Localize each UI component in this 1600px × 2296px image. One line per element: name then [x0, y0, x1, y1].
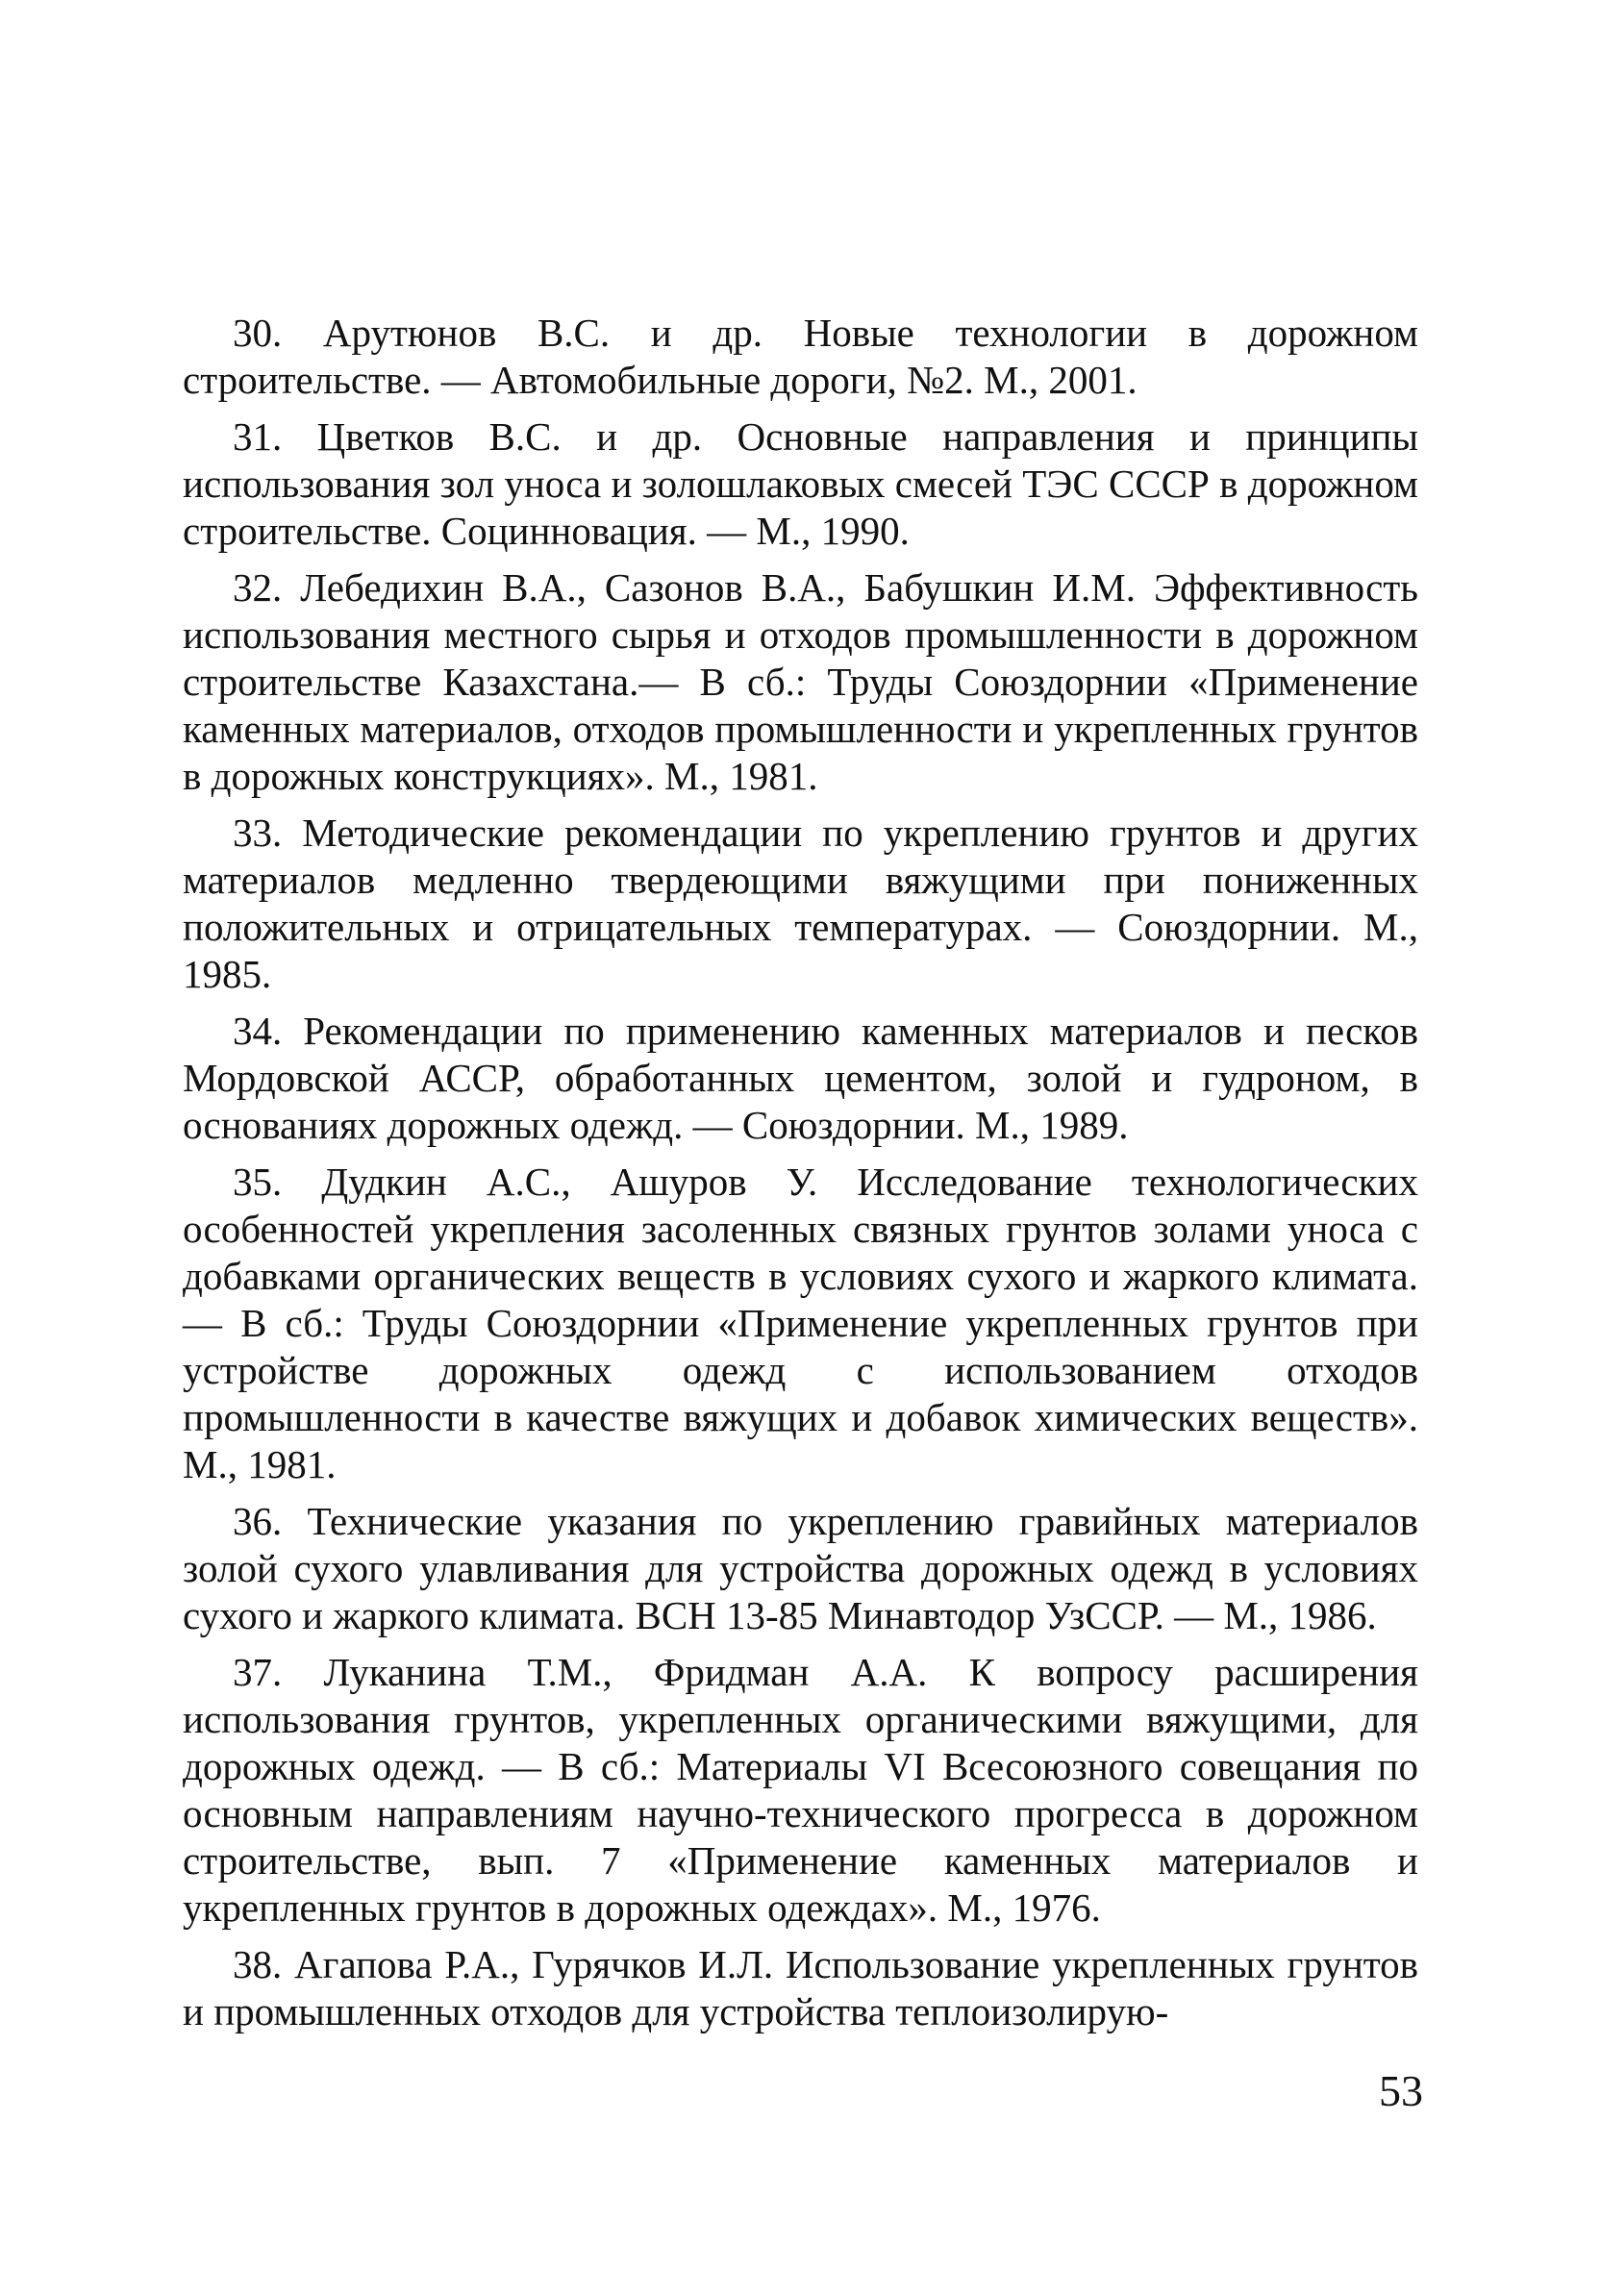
reference-item: 37. Луканина Т.М., Фридман А.А. К вопросу расширения использования грунтов, укрепленных органическими вяжущими, для дорожных одежд. — В сб.: Материалы VI Всесоюзного совещания по основным направлениям научно-технического прогресса в дорожном строительстве, вып. 7 «Применение каменных материалов и укрепленных грунтов в дорожных одеждах». М., 1976.: [183, 1650, 1418, 1930]
reference-item: 38. Агапова Р.А., Гурячков И.Л. Использование укрепленных грунтов и промышленных отходов для устройства теплоизолирую-: [183, 1942, 1418, 2034]
reference-list: [183, 310, 1418, 2045]
reference-item: 30. Арутюнов В.С. и др. Новые технологии в дорожном строительстве. — Автомобильные дороги, №2. М., 2001.: [183, 311, 1418, 402]
page-number: 53: [1379, 2066, 1423, 2115]
reference-item: 33. Методические рекомендации по укреплению грунтов и других материалов медленно твердеющими вяжущими при пониженных положительных и отрицательных температурах. — Союздорнии. М., 1985.: [183, 811, 1418, 996]
reference-item: 35. Дудкин А.С., Ашуров У. Исследование технологических особенностей укрепления засоленных связных грунтов золами уноса с добавками органических веществ в условиях сухого и жаркого климата. — В сб.: Труды Союздорнии «Применение укрепленных грунтов при устройстве дорожных одежд с использованием отходов промышленности в качестве вяжущих и добавок химических веществ». М., 1981.: [183, 1160, 1418, 1486]
reference-item: 31. Цветков В.С. и др. Основные направления и принципы использования зол уноса и золошлаковых смесей ТЭС СССР в дорожном строительстве. Социнновация. — М., 1990.: [183, 414, 1418, 553]
reference-item: 36. Технические указания по укреплению гравийных материалов золой сухого улавливания для устройства дорожных одежд в условиях сухого и жаркого климата. ВСН 13-85 Минавтодор УзССР. — М., 1986.: [183, 1499, 1418, 1637]
reference-item: 34. Рекомендации по применению каменных материалов и песков Мордовской АССР, обработанных цементом, золой и гудроном, в основаниях дорожных одежд. — Союздорнии. М., 1989.: [183, 1009, 1418, 1147]
reference-item: 32. Лебедихин В.А., Сазонов В.А., Бабушкин И.М. Эффективность использования местного сырья и отходов промышленности в дорожном строительстве Казахстана.— В сб.: Труды Союздорнии «Применение каменных материалов, отходов промышленности и укрепленных грунтов в дорожных конструкциях». М., 1981.: [183, 565, 1418, 798]
